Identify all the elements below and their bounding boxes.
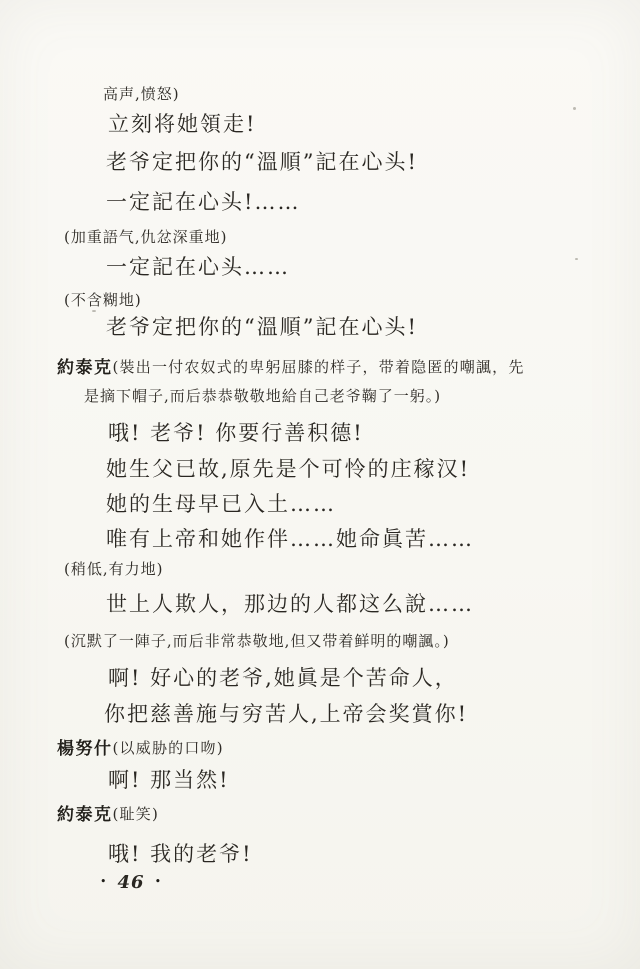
stage-direction-inline: (耻笑)	[112, 805, 160, 823]
stage-direction-wrap: 是摘下帽子,而后恭恭敬敬地給自己老爷鞠了一躬。)	[84, 387, 442, 405]
page-number-value: 46	[117, 872, 145, 893]
dialogue-line: 她的生母早已入土……	[106, 492, 336, 516]
page-number	[100, 872, 162, 893]
page-number-dot-right: •	[154, 875, 163, 888]
speaker-line	[57, 359, 525, 379]
dialogue-line: 唯有上帝和她作伴……她命眞苦……	[106, 527, 474, 551]
dialogue-line: 老爷定把你的“溫順”記在心头!	[106, 150, 418, 174]
speaker-name: 約泰克	[57, 358, 113, 378]
stage-direction-continuation: 高声,愤怒)	[103, 85, 180, 103]
scan-speck	[573, 107, 576, 110]
dialogue-line: 立刻将她領走!	[108, 112, 257, 136]
dialogue-line: 她生父已故,原先是个可怜的庄稼汉!	[106, 457, 471, 481]
stage-direction-inline: (裝出一付农奴式的卑躬屈膝的样子，带着隐匿的嘲諷，先	[112, 358, 525, 376]
page-number-dot-left: •	[100, 875, 108, 888]
speaker-line	[57, 806, 159, 826]
stage-direction: (沉默了一陣子,而后非常恭敬地,但又带着鲜明的嘲諷。)	[64, 632, 450, 650]
dialogue-line: 啊! 好心的老爷,她眞是个苦命人，	[108, 666, 458, 690]
dialogue-line: 啊! 那当然!	[108, 768, 230, 792]
dialogue-line: 世上人欺人，那边的人都这么說……	[106, 592, 474, 616]
stage-direction: (不含糊地)	[64, 291, 142, 309]
dialogue-line: 哦! 我的老爷!	[108, 842, 253, 866]
speaker-name: 約泰克	[57, 805, 113, 825]
speaker-line	[57, 740, 224, 760]
speaker-name: 楊努什	[57, 739, 113, 759]
dialogue-line: 一定記在心头!……	[106, 190, 301, 214]
dialogue-line: 你把慈善施与穷苦人,上帝会奖賞你!	[104, 702, 469, 726]
scan-speck	[92, 310, 96, 312]
stage-direction: (加重語气,仇忿深重地)	[64, 228, 228, 246]
stage-direction-inline: (以威胁的口吻)	[112, 739, 224, 757]
scan-speck	[575, 258, 578, 260]
dialogue-line: 老爷定把你的“溫順”記在心头!	[106, 315, 418, 339]
dialogue-line: 哦! 老爷! 你要行善积德!	[108, 421, 364, 445]
stage-direction: (稍低,有力地)	[64, 560, 164, 578]
dialogue-line: 一定記在心头……	[106, 255, 290, 279]
